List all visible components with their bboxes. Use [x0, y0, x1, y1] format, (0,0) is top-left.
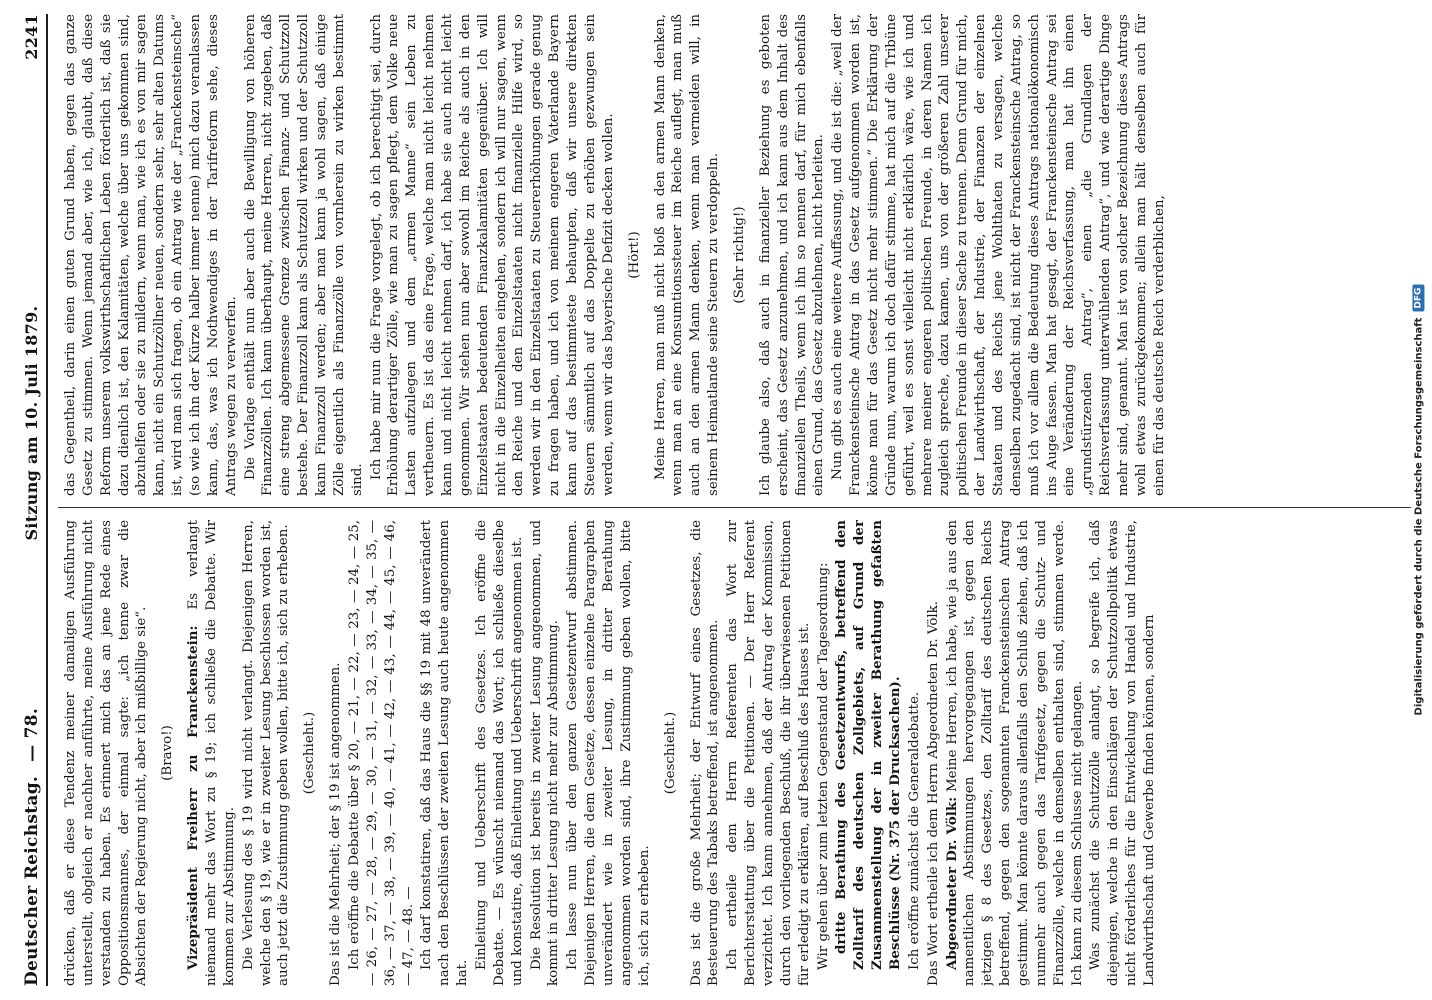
speaker-label: Vizepräsident Freiherr zu Franckenstein: — [185, 625, 202, 970]
paragraph: Einleitung und Ueberschrift des Gesetzes. Ich eröffne die Debatte. — Es wünscht niemand das Wort; ich schließe dieselbe und konstatire, daß Einleitung und Ueberschrift angenommen ist. — [474, 520, 525, 986]
interjection: (Bravo!) — [160, 725, 176, 781]
paragraph: Das ist die Mehrheit; der § 19 ist angenommen. — [328, 662, 344, 986]
speech-text: Es verlangt niemand mehr das Wort zu § 19; ich schließe die Debatte. Wir kommen zur Abstimmung. — [186, 520, 237, 986]
paragraph: Meine Herren, man muß nicht bloß an den armen Mann denken, wenn man an eine Konsumtionssteuer im Reiche auflegt, man muß auch an den armen Mann denken, wenn man vermeiden will, in seinem Heimatlande seine Steuern zu verdoppeln. — [652, 14, 722, 496]
paragraph: Die Resolution ist bereits in zweiter Lesung angenommen, und kommt in dritter Lesung nicht mehr zur Abstimmung. — [528, 520, 562, 986]
paragraph: Die Vorlage enthält nun aber auch die Bewilligung von höheren Finanzzöllen. Ich kann überhaupt, meine Herren, nicht zugeben, daß eine streng abgemessene Grenze zwischen Finanz- und Schutzzoll bestehe. Der Finanzzoll kann als Schutzzoll wirken und der Schutzzoll kann Finanzzoll werden; aber man kann ja wohl sagen, daß einige Zölle eigentlich als Finanzzölle von vornherein zu wirken bestimmt sind. — [242, 14, 365, 496]
paragraph: Was zunächst die Schutzzölle anlangt, so begreife ich, daß diejenigen, welche in den Einschlägen der Schutzzollpolitik etwas nicht förderliches für die Entwickelung von Handel und Industrie, Landwirthschaft und Gewerbe finden können, sondern — [1088, 520, 1157, 986]
session-date: Sitzung am 10. Juli 1879. — [22, 305, 41, 541]
digitization-text: Digitalisierung gefördert durch die Deutsche Forschungsgemeinschaft — [1412, 317, 1424, 716]
session-number: — 78. — [22, 707, 42, 762]
interjection: (Geschieht.) — [302, 711, 318, 795]
paragraph: Das Wort ertheile ich dem Herrn Abgeordneten Dr. Völk. — [925, 600, 941, 986]
paragraph: Die Verlesung des § 19 wird nicht verlangt. Diejenigen Herren, welche den § 19, wie er in zweiter Lesung beschlossen worden ist, auch jetzt die Zustimmung geben wollen, bitte ich, sich zu erheben. — [240, 520, 292, 986]
speaker-paragraph — [185, 520, 239, 986]
page-number: 2241 — [22, 14, 41, 60]
publication-title: Deutscher Reichstag. — [22, 775, 42, 986]
dfg-logo: DFG — [1412, 285, 1424, 312]
paragraph: das Gegentheil, darin einen guten Grund haben, gegen das ganze Gesetz zu stimmen. Wenn jemand aber, wie ich, glaubt, daß diese Reform unserem volkswirthschaftlichen Leben förderlich ist, daß sie dazu dienlich ist, den Kalamitäten, welche über uns gekommen sind, abzuhelfen oder sie zu mildern, wenn man, wie ich es von mir sagen kann, nicht ein Schutzzöllner neuen, sondern sehr, sehr alten Datums ist, wird man sich fragen, ob ein Antrag wie der „Franckensteinsche“ (so wie ich ihn der Kürze halber immer nenne) mich dazu veranlassen kann, das, was ich Nothwendiges in der Tarifreform sehe, dieses Antrags wegen zu verwerfen. — [63, 14, 239, 496]
digitization-note — [1406, 20, 1430, 980]
paragraph: Nun gibt es auch eine weitere Auffassung, und die ist die: „weil der Franckensteinsche Antrag in das Gesetz aufgenommen worden ist, könne man für das Gesetz nicht mehr stimmen.“ Die Erklärung der Gründe nun, warum ich doch dafür stimme, hat mich auf die Tribüne geführt, weil es sonst vielleicht nicht erklärlich wäre, wie ich und mehrere meiner engeren politischen Freunde, in deren Namen ich zugleich spreche, dazu kamen, uns von der größeren Zahl unserer politischen Freunde in dieser Sache zu trennen. Denn Grund für mich, der Landwirthschaft, der Industrie, der Finanzen der einzelnen Staaten und des Reichs jene Wohlthaten zu versagen, welche denselben zugedacht sind, ist nicht der Franckensteinsche Antrag, so muß ich vor allem die Bedeutung dieses Antrags nationalökonomisch ins Auge fassen. Man hat gesagt, der Franckensteinsche Antrag sei eine Veränderung der Reichsverfassung, man hat ihn einen „grundstürzenden Antrag“, einen „die Grundlagen der Reichsverfassung unterwühlenden Antrag“, und wie derartige Dinge mehr sind, genannt. Man ist von solcher Bezeichnung dieses Antrags wohl etwas zurückgekommen; allein man hält denselben auch für einen für das deutsche Reich verderblichen, — [830, 14, 1167, 496]
header-left — [22, 708, 42, 986]
paragraph: Ich eröffne zunächst die Generaldebatte. — [906, 691, 922, 970]
paragraph: Wir gehen über zum letzten Gegenstand der Tagesordnung: — [815, 562, 831, 970]
speech-text: Meine Herren, ich habe, wie ja aus den namentlichen Abstimmungen hervorgegangen ist, gegen den jetzigen § 8 des Gesetzes, den Zolltarif des deutschen Reichs betreffend, gegen den sogenannten Franckensteinschen Antrag gestimmt. Man könnte daraus allenfalls den Schluß ziehen, daß ich nunmehr auch gegen das Tarifgesetz, gegen die Schutz- und Finanzzölle, welche in demselben enthalten sind, stimmen werde. Ich kann zu diesem Schlusse nicht gelangen. — [944, 520, 1085, 986]
interjection: (Hört!) — [626, 231, 642, 279]
left-column — [62, 520, 1407, 986]
interjection: (Geschieht.) — [662, 711, 678, 795]
paragraph: Ich glaube also, daß auch in finanzieller Beziehung es geboten erscheint, das Gesetz anzunehmen, und ich kann aus dem Inhalt des finanziellen Theils, wenn ich ihn so nennen darf, für mich ebenfalls einen Grund, das Gesetz abzulehnen, nicht herleiten. — [757, 14, 827, 496]
column-divider — [58, 507, 1411, 508]
paragraph: Ich eröffne die Debatte über § 20, — 21, — 22, — 23, — 24, — 25, — 26, — 27, — 28, — 29, — 30, — 31, — 32, — 33, — 34, — 35, — 36, — 37, — 38, — 39, — 40, — 41, — 42, — 43, — 44, — 45, — 46, — 47, — 48. — — [347, 520, 416, 986]
paragraph: Das ist die große Mehrheit; der Entwurf eines Gesetzes, die Besteuerung des Tabaks betreffend, ist angenommen. — [688, 520, 722, 986]
paragraph: Ich habe mir nun die Frage vorgelegt, ob ich berechtigt sei, durch Erhöhung derartiger Zölle, wie man zu sagen pflegt, dem Volke neue Lasten aufzulegen und dem „armen Manne“ sein Leben zu vertheuern. Es ist das eine Frage, welche man nicht leicht nehmen kann und nicht leicht nehmen darf, ich habe sie auch nicht leicht genommen. Wir stehen nun aber sowohl im Reiche als auch in den Einzelstaaten bedeutenden Finanzkalamitäten gegenüber. Ich will nicht in die Einzelheiten eingehen, sondern ich will nur sagen, wenn den Reiche und den Einzelstaaten nicht finanzielle Hilfe wird, so werden wir in den Einzelstaaten zu Steuererhöhungen gerade genug zu fragen haben, und ich von meinem engeren Vaterlande Bayern kann auf das bestimmteste behaupten, daß wir unsere direkten Steuern sämmtlich auf das Doppelte zu erhöhen gezwungen sein werden, wenn wir das bayerische Defizit decken wollen. — [368, 14, 616, 496]
digitization-note-inner — [1412, 285, 1424, 716]
paragraph: Ich ertheile dem Herrn Referenten das Wort zur Berichterstattung über die Petitionen. — Der Herr Referent verzichtet. Ich kann annehmen, daß der Antrag der Kommission, durch den vorliegenden Beschluß, die ihr überwiesenen Petitionen für erledigt zu erklären, auf Beschluß des Hauses ist. — [725, 520, 812, 986]
speaker-label: Abgeordneter Dr. Völk: — [943, 796, 960, 970]
paragraph: drücken, daß er diese Tendenz meiner damaligen Ausführung unterstellt, obgleich er nachher anführte, meine Ausführung nicht verstanden zu haben. Es erinnert mich das an jene Rede eines Oppositionsmannes, der einmal sagte: „ich tenne zwar die Absichten der Regierung nicht, aber ich mißbillige sie“. — [63, 520, 150, 986]
interjection: (Sehr richtig!) — [731, 206, 747, 304]
paragraph: Ich darf konstatiren, daß das Haus die §§ 19 mit 48 unverändert nach den Beschlüssen der zweiten Lesung auch heute angenommen hat. — [419, 520, 471, 986]
paragraph: Ich lasse nun über den ganzen Gesetzentwurf abstimmen. Diejenigen Herren, die dem Gesetze, dessen einzelne Paragraphen unverändert wie in zweiter Lesung, in dritter Berathung angenommen worden sind, ihre Zustimmung geben wollen, bitte ich, sich zu erheben. — [565, 520, 652, 986]
agenda-item: dritte Berathung des Gesetzentwurfs, betreffend den Zolltarif des deutschen Zollgebiets, auf Grund der Zusammenstellung der in zweiter Berathung gefaßten Beschlüsse (Nr. 375 der Drucksachen). — [833, 520, 903, 970]
page-header — [22, 14, 48, 986]
right-column — [62, 14, 1407, 496]
header-right — [22, 14, 41, 541]
speaker-paragraph — [944, 520, 1087, 986]
